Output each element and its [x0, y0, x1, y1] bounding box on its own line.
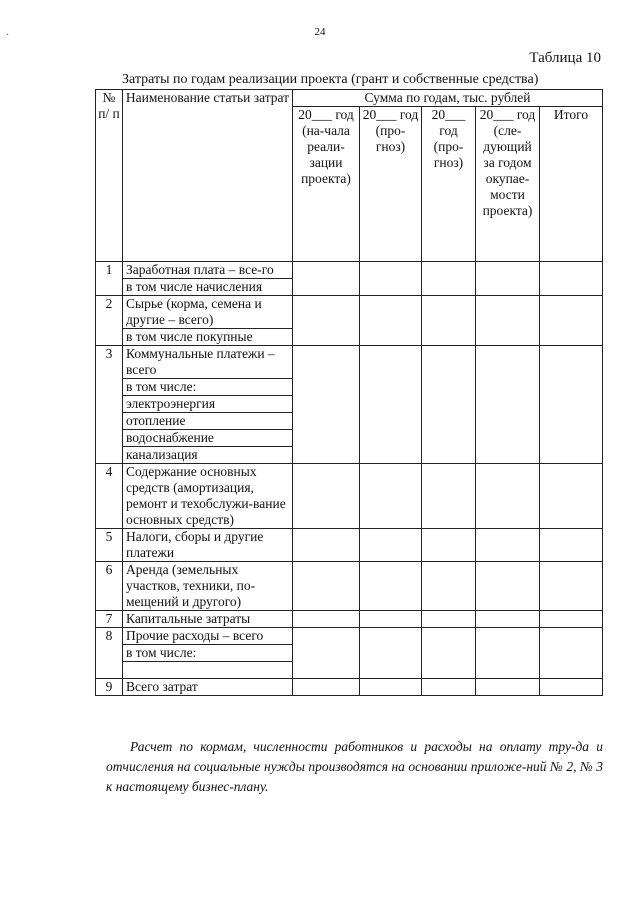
table-row — [96, 628, 603, 645]
value-cell — [360, 628, 422, 679]
value-cell — [293, 296, 360, 346]
value-cell — [360, 464, 422, 529]
row-subitem: в том числе начисления — [123, 279, 293, 296]
table-caption: Затраты по годам реализации проекта (грант и собственные средства) — [122, 72, 539, 87]
row-subitem: в том числе: — [123, 379, 293, 396]
row-subitem: канализация — [123, 447, 293, 464]
value-cell — [360, 262, 422, 296]
header-number: № п/ п — [96, 90, 123, 262]
value-cell — [360, 562, 422, 611]
row-item-name: Содержание основных средств (амортизация, ремонт и техобслужи-вание основных средств) — [123, 464, 293, 529]
value-cell — [540, 562, 603, 611]
value-cell — [476, 628, 540, 679]
row-item-name: Налоги, сборы и другие платежи — [123, 529, 293, 562]
footnote: Расчет по кормам, численности работников и расходы на оплату тру-да и отчисления на социальные нужды производятся на основании приложе-ний № 2, № 3 к настоящему бизнес-плану. — [106, 739, 603, 794]
row-item-name: Аренда (земельных участков, техники, по-мещений и другого) — [123, 562, 293, 611]
value-cell — [540, 296, 603, 346]
row-number: 1 — [96, 262, 123, 296]
value-cell — [422, 529, 476, 562]
value-cell — [360, 529, 422, 562]
table-row — [96, 346, 603, 379]
value-cell — [422, 296, 476, 346]
row-subitem: водоснабжение — [123, 430, 293, 447]
row-item-name: Коммунальные платежи – всего — [123, 346, 293, 379]
table-row — [96, 611, 603, 628]
row-number: 5 — [96, 529, 123, 562]
header-year-3: 20___ год (про-гноз) — [422, 107, 476, 262]
value-cell — [476, 679, 540, 696]
value-cell — [540, 262, 603, 296]
value-cell — [476, 611, 540, 628]
row-item-name: Всего затрат — [123, 679, 293, 696]
value-cell — [540, 346, 603, 464]
row-item-name: Сырье (корма, семена и другие – всего) — [123, 296, 293, 329]
row-number: 8 — [96, 628, 123, 679]
row-subitem: электроэнергия — [123, 396, 293, 413]
value-cell — [422, 346, 476, 464]
value-cell — [293, 611, 360, 628]
row-number: 2 — [96, 296, 123, 346]
scan-mark: · — [6, 30, 10, 41]
page-number: 24 — [314, 26, 326, 38]
row-number: 6 — [96, 562, 123, 611]
value-cell — [476, 529, 540, 562]
value-cell — [422, 679, 476, 696]
value-cell — [422, 628, 476, 679]
row-number: 7 — [96, 611, 123, 628]
table-row — [96, 529, 603, 562]
header-year-4: 20___ год (сле-дующий за годом окупае-мости проекта) — [476, 107, 540, 262]
value-cell — [476, 262, 540, 296]
value-cell — [293, 562, 360, 611]
value-cell — [540, 628, 603, 679]
value-cell — [540, 464, 603, 529]
header-total: Итого — [540, 107, 603, 262]
row-number: 9 — [96, 679, 123, 696]
value-cell — [422, 262, 476, 296]
header-sum-group: Сумма по годам, тыс. рублей — [293, 90, 603, 107]
cost-table — [95, 89, 603, 696]
row-subitem — [123, 662, 293, 679]
value-cell — [293, 346, 360, 464]
value-cell — [360, 611, 422, 628]
value-cell — [293, 628, 360, 679]
value-cell — [422, 562, 476, 611]
row-item-name: Прочие расходы – всего — [123, 628, 293, 645]
table-body — [96, 262, 603, 696]
value-cell — [476, 464, 540, 529]
value-cell — [540, 679, 603, 696]
value-cell — [360, 679, 422, 696]
table-row — [96, 679, 603, 696]
value-cell — [422, 611, 476, 628]
row-subitem: в том числе: — [123, 645, 293, 662]
value-cell — [540, 611, 603, 628]
value-cell — [293, 464, 360, 529]
value-cell — [476, 296, 540, 346]
value-cell — [293, 679, 360, 696]
header-item-name: Наименование статьи затрат — [123, 90, 293, 262]
value-cell — [540, 529, 603, 562]
header-year-1: 20___ год (на-чала реали-зации проекта) — [293, 107, 360, 262]
header-year-2: 20___ год (про-гноз) — [360, 107, 422, 262]
table-row — [96, 262, 603, 279]
row-item-name: Капитальные затраты — [123, 611, 293, 628]
value-cell — [422, 464, 476, 529]
value-cell — [293, 262, 360, 296]
value-cell — [293, 529, 360, 562]
row-subitem: в том числе покупные — [123, 329, 293, 346]
table-label: Таблица 10 — [529, 50, 601, 66]
table-row — [96, 562, 603, 611]
value-cell — [476, 346, 540, 464]
value-cell — [360, 346, 422, 464]
row-number: 3 — [96, 346, 123, 464]
table-row — [96, 296, 603, 329]
row-number: 4 — [96, 464, 123, 529]
row-item-name: Заработная плата – все-го — [123, 262, 293, 279]
value-cell — [476, 562, 540, 611]
table-row — [96, 464, 603, 529]
value-cell — [360, 296, 422, 346]
row-subitem: отопление — [123, 413, 293, 430]
